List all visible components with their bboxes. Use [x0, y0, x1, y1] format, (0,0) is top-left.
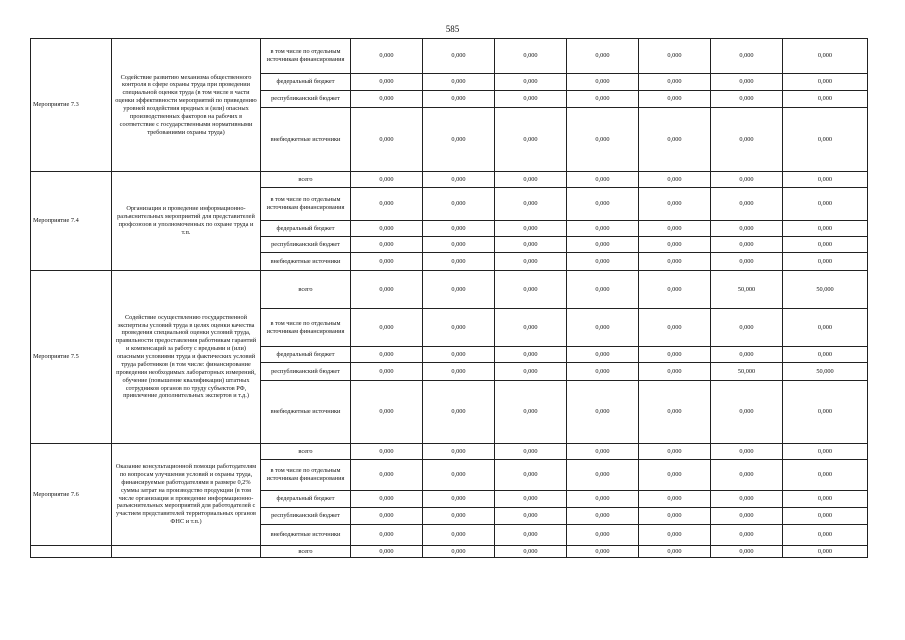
value-cell: 0,000: [639, 347, 711, 363]
value-cell: 0,000: [351, 74, 423, 91]
value-cell: 0,000: [567, 546, 639, 558]
value-cell: 0,000: [567, 444, 639, 460]
value-cell: 0,000: [711, 91, 783, 108]
value-cell: 0,000: [711, 108, 783, 172]
value-cell: 0,000: [567, 381, 639, 444]
value-cell: 0,000: [783, 347, 868, 363]
funding-source: внебюджетные источники: [261, 253, 351, 271]
value-cell: 0,000: [351, 309, 423, 347]
measure-description: Оказание консультационной помощи работодателям по вопросам улучшения условий и охраны труда, финансируемые работодателями в размере 0,2% суммы затрат на производство продукции (в том числе организация и проведение информационно-разъяснительных мероприятий для работодателей с участием представителей территориальных органов ФНС и т.п.): [112, 444, 261, 546]
value-cell: 0,000: [423, 525, 495, 546]
table-row: [31, 444, 868, 460]
value-cell: 0,000: [495, 508, 567, 525]
value-cell: 0,000: [423, 444, 495, 460]
value-cell: 0,000: [495, 39, 567, 74]
funding-source: внебюджетные источники: [261, 381, 351, 444]
value-cell: 0,000: [639, 188, 711, 221]
value-cell: 0,000: [495, 237, 567, 253]
value-cell: 0,000: [711, 546, 783, 558]
value-cell: 0,000: [495, 460, 567, 491]
value-cell: 0,000: [423, 188, 495, 221]
value-cell: 0,000: [423, 172, 495, 188]
value-cell: 0,000: [423, 347, 495, 363]
value-cell: 0,000: [639, 491, 711, 508]
table-row: [31, 39, 868, 74]
measure-name: [31, 546, 112, 558]
value-cell: 0,000: [351, 172, 423, 188]
value-cell: 0,000: [423, 460, 495, 491]
value-cell: 0,000: [423, 39, 495, 74]
value-cell: 0,000: [639, 253, 711, 271]
table-row: [31, 271, 868, 309]
value-cell: 0,000: [567, 172, 639, 188]
measure-description: Организация и проведение информационно-разъяснительных мероприятий для представителей профсоюзов и уполномоченных по охране труда и т.п.: [112, 172, 261, 271]
value-cell: 0,000: [783, 39, 868, 74]
table-row: [31, 546, 868, 558]
value-cell: 0,000: [495, 491, 567, 508]
funding-source: всего: [261, 444, 351, 460]
value-cell: 0,000: [711, 237, 783, 253]
value-cell: 0,000: [639, 39, 711, 74]
value-cell: 0,000: [783, 444, 868, 460]
funding-source: в том числе по отдельным источникам финансирования: [261, 188, 351, 221]
value-cell: 0,000: [567, 237, 639, 253]
value-cell: 0,000: [783, 91, 868, 108]
value-cell: 0,000: [423, 271, 495, 309]
funding-source: республиканский бюджет: [261, 237, 351, 253]
value-cell: 0,000: [423, 546, 495, 558]
value-cell: 0,000: [351, 381, 423, 444]
value-cell: 0,000: [711, 347, 783, 363]
value-cell: 0,000: [351, 221, 423, 237]
funding-source: в том числе по отдельным источникам финансирования: [261, 309, 351, 347]
value-cell: 0,000: [639, 91, 711, 108]
value-cell: 0,000: [783, 491, 868, 508]
value-cell: 0,000: [639, 108, 711, 172]
funding-source: республиканский бюджет: [261, 91, 351, 108]
value-cell: 0,000: [567, 39, 639, 74]
value-cell: 0,000: [351, 508, 423, 525]
value-cell: 0,000: [423, 508, 495, 525]
value-cell: 0,000: [423, 381, 495, 444]
value-cell: 0,000: [711, 525, 783, 546]
value-cell: 0,000: [639, 363, 711, 381]
value-cell: 0,000: [495, 444, 567, 460]
value-cell: 0,000: [567, 525, 639, 546]
value-cell: 0,000: [783, 74, 868, 91]
value-cell: 0,000: [639, 271, 711, 309]
value-cell: 0,000: [711, 460, 783, 491]
value-cell: 0,000: [351, 108, 423, 172]
value-cell: 0,000: [423, 74, 495, 91]
value-cell: 50,000: [711, 271, 783, 309]
value-cell: 0,000: [567, 363, 639, 381]
funding-table: [30, 38, 868, 558]
value-cell: 0,000: [423, 237, 495, 253]
value-cell: 0,000: [711, 253, 783, 271]
measure-name: Мероприятие 7.6: [31, 444, 112, 546]
value-cell: 0,000: [423, 108, 495, 172]
value-cell: 0,000: [639, 221, 711, 237]
value-cell: 0,000: [495, 108, 567, 172]
value-cell: 0,000: [423, 491, 495, 508]
value-cell: 0,000: [783, 460, 868, 491]
measure-name: Мероприятие 7.5: [31, 271, 112, 444]
value-cell: 0,000: [495, 91, 567, 108]
value-cell: 0,000: [639, 309, 711, 347]
funding-source: федеральный бюджет: [261, 347, 351, 363]
measure-description: Содействие развитию механизма общественного контроля в сфере охраны труда при проведении специальной оценки труда (в том числе в части оценки эффективности мероприятий по приведению уровней воздействия вредных и (или) опасных производственных факторов на рабочих в соответствие с государственными нормативными требованиями охраны труда): [112, 39, 261, 172]
table-row: [31, 172, 868, 188]
value-cell: 0,000: [567, 460, 639, 491]
value-cell: 0,000: [783, 525, 868, 546]
funding-source: в том числе по отдельным источникам финансирования: [261, 39, 351, 74]
funding-source: внебюджетные источники: [261, 108, 351, 172]
value-cell: 0,000: [783, 108, 868, 172]
funding-source: всего: [261, 172, 351, 188]
value-cell: 0,000: [495, 253, 567, 271]
value-cell: 0,000: [639, 172, 711, 188]
value-cell: 0,000: [495, 74, 567, 91]
value-cell: 0,000: [639, 525, 711, 546]
funding-source: республиканский бюджет: [261, 508, 351, 525]
funding-source: федеральный бюджет: [261, 74, 351, 91]
value-cell: 0,000: [639, 444, 711, 460]
value-cell: 0,000: [711, 491, 783, 508]
value-cell: 0,000: [639, 546, 711, 558]
value-cell: 0,000: [351, 491, 423, 508]
value-cell: 0,000: [639, 381, 711, 444]
value-cell: 0,000: [711, 74, 783, 91]
value-cell: 0,000: [783, 188, 868, 221]
value-cell: 0,000: [711, 508, 783, 525]
value-cell: 0,000: [351, 546, 423, 558]
value-cell: 0,000: [423, 253, 495, 271]
value-cell: 0,000: [423, 221, 495, 237]
value-cell: 0,000: [495, 172, 567, 188]
value-cell: 0,000: [351, 188, 423, 221]
value-cell: 0,000: [495, 221, 567, 237]
value-cell: 50,000: [783, 363, 868, 381]
value-cell: 0,000: [495, 363, 567, 381]
value-cell: 0,000: [711, 444, 783, 460]
value-cell: 0,000: [351, 91, 423, 108]
funding-source: внебюджетные источники: [261, 525, 351, 546]
value-cell: 0,000: [495, 188, 567, 221]
value-cell: 0,000: [495, 271, 567, 309]
value-cell: 0,000: [351, 444, 423, 460]
value-cell: 0,000: [711, 172, 783, 188]
measure-name: Мероприятие 7.4: [31, 172, 112, 271]
value-cell: 0,000: [495, 309, 567, 347]
measure-description: Содействие осуществлению государственной экспертизы условий труда в целях оценки качества проведения специальной оценки условий труда, правильности предоставления работникам гарантий и компенсаций за работу с вредными и (или) опасными условиями труда и фактических условий труда работников (в том числе: финансирование проведения необходимых лабораторных измерений, обучение (повышение квалификации) штатных сотрудников органов по труду субъектов РФ, привлечение дополнительных экспертов и т.д.): [112, 271, 261, 444]
value-cell: 0,000: [567, 491, 639, 508]
value-cell: 0,000: [711, 188, 783, 221]
value-cell: 0,000: [711, 309, 783, 347]
value-cell: 0,000: [351, 363, 423, 381]
value-cell: 0,000: [423, 91, 495, 108]
value-cell: 0,000: [783, 221, 868, 237]
value-cell: 0,000: [423, 309, 495, 347]
funding-source: федеральный бюджет: [261, 221, 351, 237]
value-cell: 0,000: [783, 253, 868, 271]
value-cell: 0,000: [783, 172, 868, 188]
value-cell: 50,000: [783, 271, 868, 309]
value-cell: 0,000: [567, 309, 639, 347]
value-cell: 0,000: [351, 237, 423, 253]
value-cell: 0,000: [351, 39, 423, 74]
value-cell: 0,000: [783, 309, 868, 347]
value-cell: 0,000: [783, 381, 868, 444]
value-cell: 0,000: [711, 381, 783, 444]
value-cell: 0,000: [639, 460, 711, 491]
funding-source: федеральный бюджет: [261, 491, 351, 508]
value-cell: 0,000: [495, 546, 567, 558]
value-cell: 0,000: [567, 347, 639, 363]
funding-source: всего: [261, 546, 351, 558]
value-cell: 0,000: [639, 237, 711, 253]
value-cell: 0,000: [567, 74, 639, 91]
value-cell: 0,000: [567, 188, 639, 221]
value-cell: 0,000: [567, 108, 639, 172]
value-cell: 0,000: [567, 271, 639, 309]
measure-description: [112, 546, 261, 558]
value-cell: 0,000: [783, 237, 868, 253]
value-cell: 0,000: [639, 508, 711, 525]
value-cell: 0,000: [351, 460, 423, 491]
value-cell: 0,000: [639, 74, 711, 91]
value-cell: 0,000: [567, 253, 639, 271]
value-cell: 0,000: [351, 271, 423, 309]
value-cell: 0,000: [783, 508, 868, 525]
value-cell: 0,000: [351, 253, 423, 271]
value-cell: 0,000: [495, 347, 567, 363]
value-cell: 0,000: [351, 525, 423, 546]
value-cell: 0,000: [783, 546, 868, 558]
page-number: 585: [445, 24, 460, 34]
value-cell: 0,000: [711, 39, 783, 74]
value-cell: 0,000: [567, 91, 639, 108]
value-cell: 0,000: [423, 363, 495, 381]
value-cell: 0,000: [495, 525, 567, 546]
funding-source: всего: [261, 271, 351, 309]
measure-name: Мероприятие 7.3: [31, 39, 112, 172]
funding-source: в том числе по отдельным источникам финансирования: [261, 460, 351, 491]
value-cell: 50,000: [711, 363, 783, 381]
value-cell: 0,000: [567, 508, 639, 525]
funding-source: республиканский бюджет: [261, 363, 351, 381]
value-cell: 0,000: [711, 221, 783, 237]
value-cell: 0,000: [351, 347, 423, 363]
value-cell: 0,000: [567, 221, 639, 237]
value-cell: 0,000: [495, 381, 567, 444]
